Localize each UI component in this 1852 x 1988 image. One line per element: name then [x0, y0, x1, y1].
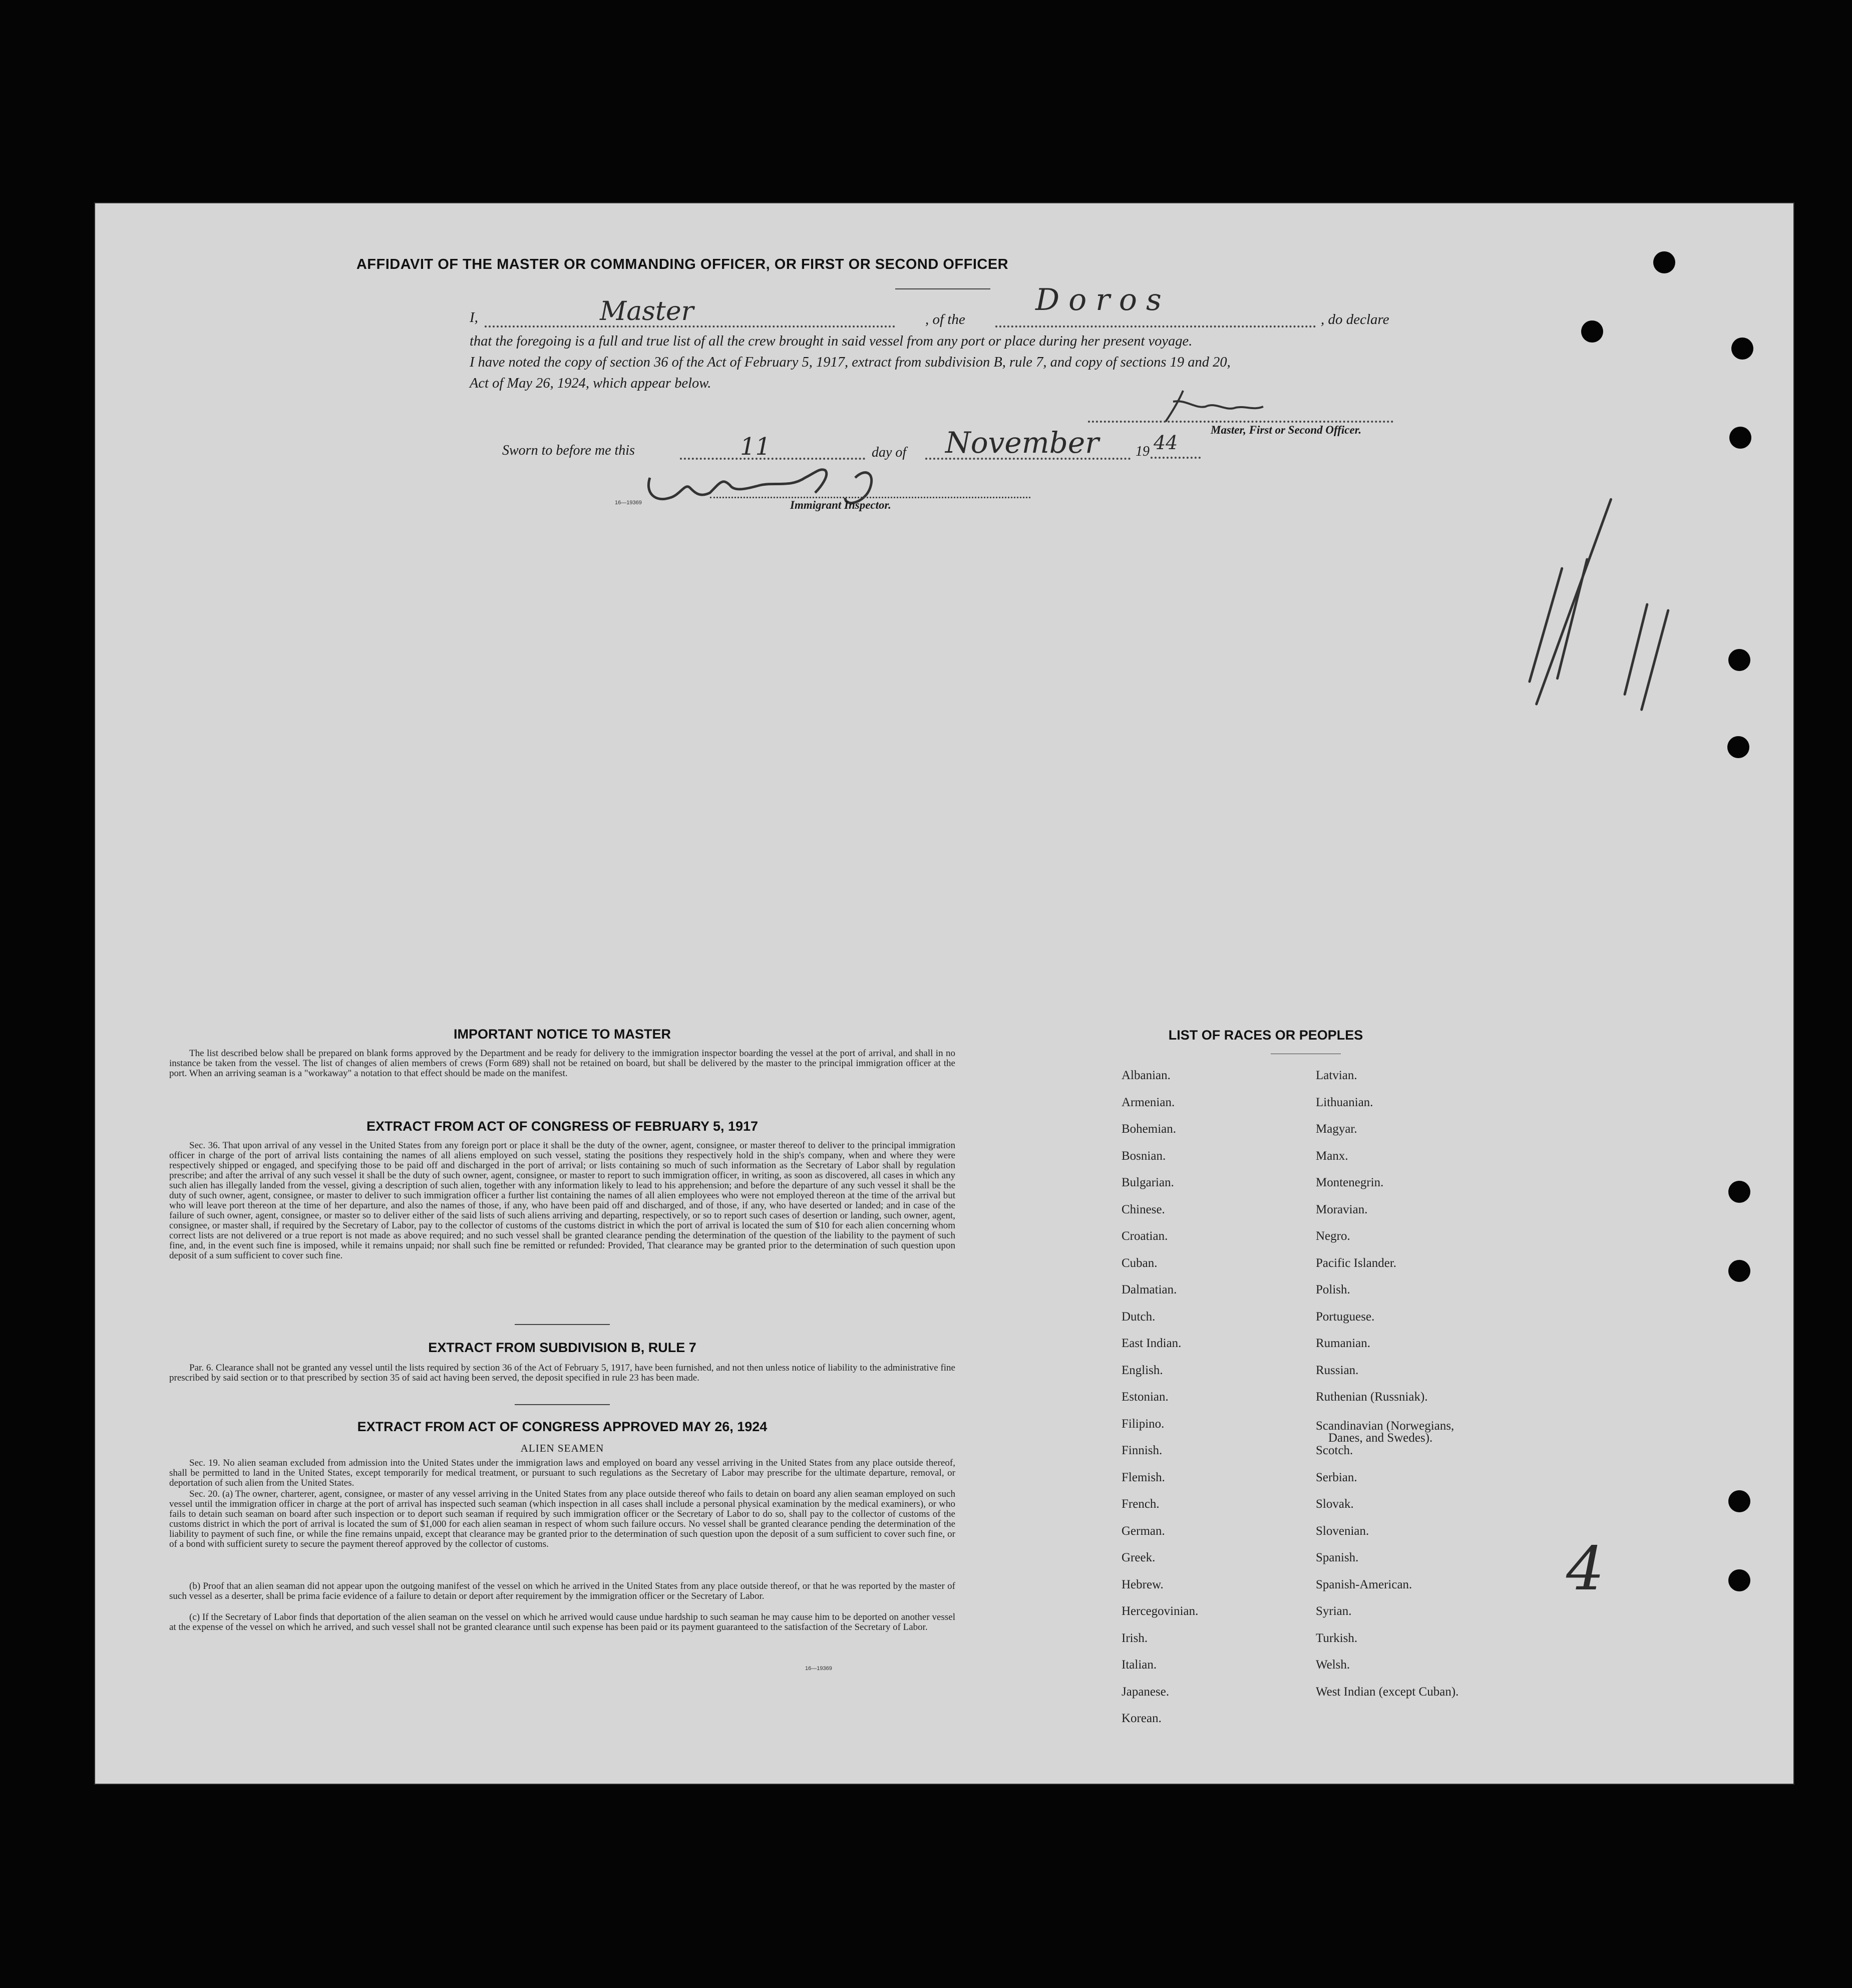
race-item: Scotch. — [1316, 1444, 1353, 1457]
affidavit-line1-prefix: I, — [470, 309, 478, 325]
handwritten-year: 44 — [1154, 432, 1178, 454]
race-item: Syrian. — [1316, 1604, 1352, 1618]
binder-hole — [1728, 1490, 1750, 1512]
race-item: Russian. — [1316, 1363, 1359, 1377]
rule7-text: Par. 6. Clearance shall not be granted any vessel until the lists required by section 36 of the Act of February 5, 1917, have been furnished, and not then unless notice of liability to the administrative fine prescribed by said section or to that prescribed by section 35 of said act having been served, the deposit specified in rule 23 has been made. — [169, 1363, 955, 1383]
rule7-title: EXTRACT FROM SUBDIVISION B, RULE 7 — [428, 1340, 696, 1355]
race-item: Italian. — [1122, 1658, 1157, 1672]
affidavit-line4: Act of May 26, 1924, which appear below. — [470, 376, 711, 391]
tally-slash — [1535, 498, 1613, 706]
race-item: Filipino. — [1122, 1417, 1165, 1431]
vessel-blank — [995, 325, 1316, 327]
race-item: Portuguese. — [1316, 1309, 1375, 1323]
race-item: East Indian. — [1122, 1337, 1182, 1350]
race-item: Turkish. — [1316, 1631, 1358, 1645]
sworn-day-label: day of — [872, 445, 907, 460]
affidavit-line3: I have noted the copy of section 36 of the Act of February 5, 1917, extract from subdivision B, rule 7, and copy of sections 19 and 20, — [470, 355, 1231, 370]
binder-hole — [1653, 251, 1675, 273]
race-item: German. — [1122, 1524, 1165, 1538]
sec20a-text: Sec. 20. (a) The owner, charterer, agent, consignee, or master of any vessel arriving in the United States from any place outside thereof who fails to detain on board any alien seaman employed on such vessel until the immigration officer in charge at the port of arrival has inspected such seaman (which inspection in all cases shall include a personal physical examination by the medical examiners), or who fails to detain such seaman on board after such inspection or to deport such seaman if required by such immigration officer or the Secretary of Labor to do so, shall pay to the collector of customs of the customs district in which the port of arrival is located the sum of $1,000 for each alien seaman in respect of whom such failure occurs. No vessel shall be granted clearance pending the determination of the liability to payment of such fine, or while the fine remains unpaid, except that clearance may be granted prior to the determination of such question upon the deposit of a sum sufficient to cover such fine, or of a bond with sufficient surety to secure the payment thereof approved by the collector of customs. — [169, 1489, 955, 1549]
inspector-signature-line — [710, 497, 1030, 498]
race-item: Japanese. — [1122, 1685, 1170, 1699]
affidavit-line1-suffix: , do declare — [1321, 311, 1389, 327]
sworn-year-prefix: 19 — [1136, 444, 1150, 459]
races-title: LIST OF RACES OR PEOPLES — [1168, 1028, 1363, 1043]
binder-hole — [1731, 338, 1753, 360]
affidavit-line1-mid: , of the — [925, 311, 965, 327]
notice-title: IMPORTANT NOTICE TO MASTER — [454, 1027, 671, 1042]
race-item: Hebrew. — [1122, 1577, 1164, 1591]
race-item: Armenian. — [1122, 1095, 1175, 1109]
race-item: Spanish. — [1316, 1551, 1359, 1564]
margin-mark: 4 — [1566, 1534, 1605, 1604]
extract-1924-title: EXTRACT FROM ACT OF CONGRESS APPROVED MAY 26, 1924 — [357, 1419, 768, 1434]
officer-caption: Master, First or Second Officer. — [1211, 424, 1362, 436]
affidavit-line2: that the foregoing is a full and true list of all the crew brought in said vessel from any port or place during her present voyage. — [470, 334, 1193, 349]
race-item: Welsh. — [1316, 1658, 1350, 1672]
race-item: Greek. — [1122, 1551, 1156, 1564]
race-item: Moravian. — [1316, 1202, 1368, 1216]
binder-hole — [1728, 649, 1750, 671]
notice-text: The list described below shall be prepared on blank forms approved by the Department and be ready for delivery to the immigration inspector boarding the vessel at the port of arrival, and shall in no instance be taken from the vessel. The list of changes of alien members of crews (Form 689) shall not be retained on board, but shall be delivered by the master to the principal immigration officer at the port. When an arriving seaman is a "workaway" a notation to that effect should be made on the manifest. — [169, 1048, 955, 1079]
race-item: French. — [1122, 1497, 1160, 1511]
race-item: Flemish. — [1122, 1470, 1165, 1484]
race-item: Slovak. — [1316, 1497, 1354, 1511]
race-item: Magyar. — [1316, 1122, 1357, 1136]
sec19-text: Sec. 19. No alien seaman excluded from admission into the United States under the immigration laws and employed on board any vessel arriving in the United States from any place outside thereof, shall be permitted to land in the United States, except temporarily for medical treatment, or pursuant to such regulations as the Secretary of Labor may prescribe for the ultimate departure, removal, or deportation of such alien from the United States. — [169, 1458, 955, 1488]
sec20b-text: (b) Proof that an alien seaman did not appear upon the outgoing manifest of the vessel on which he arrived in the United States from any place outside thereof, or that he was reported by the master of such vessel as a deserter, shall be prima facie evidence of a failure to detain or deport after requirement by the immigration officer or the Secretary of Labor. — [169, 1581, 955, 1601]
race-item: Bulgarian. — [1122, 1176, 1174, 1189]
extract-1917-text: Sec. 36. That upon arrival of any vessel in the United States from any foreign port or place it shall be the duty of the owner, agent, consignee, or master thereof to deliver to the principal immigration officer in charge of the port of arrival lists containing the names of all aliens employed on such vessel, stating the positions they respectively hold in the ship's company, when and where they were respectively shipped or engaged, and specifying those to be paid off and discharged in the port of arrival; or lists containing so much of such information as the Secretary of Labor shall by regulation prescribe; and after the arrival of any such vessel it shall be the duty of such owner, agent, consignee, or master to report to such immigration officer, in writing, as soon as discovered, all cases in which any such alien has illegally landed from the vessel, giving a description of such alien, together with any information likely to lead to his apprehension; and before the departure of any such vessel it shall be the duty of such owner, agent, consignee, or master to deliver to such immigration officer a further list containing the names of all alien employees who were not employed thereon at the time of the arrival but who will leave port thereon at the time of her departure, and also the names of those, if any, who have been paid off and discharged, and of those, if any, who have deserted or landed; and in case of the failure of such owner, agent, consignee, or master so to deliver either of the said lists of such aliens arriving and departing, respectively, or so to report such cases of desertion or landing, such owner, agent, consignee, or master shall, if required by the Secretary of Labor, pay to the collector of customs of the customs district in which the port of arrival is located the sum of $10 for each alien concerning whom correct lists are not delivered or a true report is not made as above required; and no such vessel shall be granted clearance pending the determination of the question of the liability to the payment of such fine, and, in the event such fine is imposed, while it remains unpaid; nor shall such fine be remitted or refunded: Provided, That clearance may be granted prior to the determination of such question upon deposit of a sum sufficient to cover such fine. — [169, 1140, 955, 1261]
race-item: Slovenian. — [1316, 1524, 1369, 1538]
inspector-caption: Immigrant Inspector. — [790, 499, 891, 511]
race-item: Manx. — [1316, 1149, 1348, 1163]
affidavit-title: AFFIDAVIT OF THE MASTER OR COMMANDING OFFICER, OR FIRST OR SECOND OFFICER — [356, 256, 1009, 272]
race-item: Serbian. — [1316, 1470, 1357, 1484]
race-item: English. — [1122, 1363, 1163, 1377]
race-item: West Indian (except Cuban). — [1316, 1685, 1459, 1699]
race-item: Montenegrin. — [1316, 1176, 1384, 1189]
binder-hole — [1581, 320, 1603, 343]
divider-2 — [515, 1404, 610, 1405]
tally-mark-4 — [1640, 609, 1670, 711]
handwritten-day: 11 — [740, 433, 771, 461]
race-item: Albanian. — [1122, 1069, 1171, 1082]
race-item: Estonian. — [1122, 1390, 1169, 1404]
race-item: Rumanian. — [1316, 1337, 1371, 1350]
extract-form-number: 16—19369 — [805, 1666, 832, 1672]
handwritten-vessel: Doros — [1035, 282, 1171, 317]
race-item: Scandinavian (Norwegians, — [1316, 1419, 1454, 1433]
race-item: Finnish. — [1122, 1444, 1163, 1457]
year-blank — [1151, 457, 1201, 459]
race-item: Pacific Islander. — [1316, 1256, 1397, 1270]
divider-1 — [515, 1324, 610, 1325]
officer-signature-line — [1088, 421, 1393, 423]
binder-hole — [1728, 1181, 1750, 1203]
race-item: Chinese. — [1122, 1202, 1165, 1216]
race-item: Croatian. — [1122, 1229, 1168, 1243]
race-item: Polish. — [1316, 1283, 1350, 1296]
race-item: Korean. — [1122, 1712, 1162, 1725]
binder-hole — [1727, 736, 1749, 758]
binder-hole — [1728, 1569, 1750, 1591]
race-item: Cuban. — [1122, 1256, 1158, 1270]
extract-1917-title: EXTRACT FROM ACT OF CONGRESS OF FEBRUARY 5, 1917 — [366, 1119, 759, 1134]
extract-1924-subtitle: ALIEN SEAMEN — [520, 1442, 604, 1454]
race-item: Hercegovinian. — [1122, 1604, 1199, 1618]
binder-hole — [1728, 1260, 1750, 1282]
handwritten-rank: Master — [600, 296, 694, 326]
race-item: Spanish-American. — [1316, 1577, 1412, 1591]
race-item: Bosnian. — [1122, 1149, 1166, 1163]
tally-mark-1 — [1528, 567, 1564, 683]
sec20c-text: (c) If the Secretary of Labor finds that deportation of the alien seaman on the vessel on which he arrived would cause undue hardship to such seaman he may cause him to be deported on another vessel at the expense of the vessel on which he arrived, and such vessel shall not be granted clearance until such expense has been paid or its payment guaranteed to the satisfaction of the Secretary of Labor. — [169, 1612, 955, 1632]
race-item: Dalmatian. — [1122, 1283, 1177, 1296]
race-item: Bohemian. — [1122, 1122, 1177, 1136]
handwritten-month: November — [945, 426, 1099, 460]
race-item: Dutch. — [1122, 1309, 1156, 1323]
tally-mark-3 — [1623, 603, 1649, 696]
race-item: Irish. — [1122, 1631, 1148, 1645]
affidavit-form-number: 16—19369 — [615, 500, 642, 506]
race-item: Lithuanian. — [1316, 1095, 1373, 1109]
document-page — [94, 202, 1794, 1785]
race-item: Negro. — [1316, 1229, 1350, 1243]
race-item: Danes, and Swedes). — [1328, 1431, 1433, 1445]
race-item: Latvian. — [1316, 1069, 1357, 1082]
race-item: Ruthenian (Russniak). — [1316, 1390, 1428, 1404]
title-underline — [895, 288, 990, 289]
binder-hole — [1729, 427, 1751, 449]
sworn-prefix: Sworn to before me this — [502, 443, 635, 458]
